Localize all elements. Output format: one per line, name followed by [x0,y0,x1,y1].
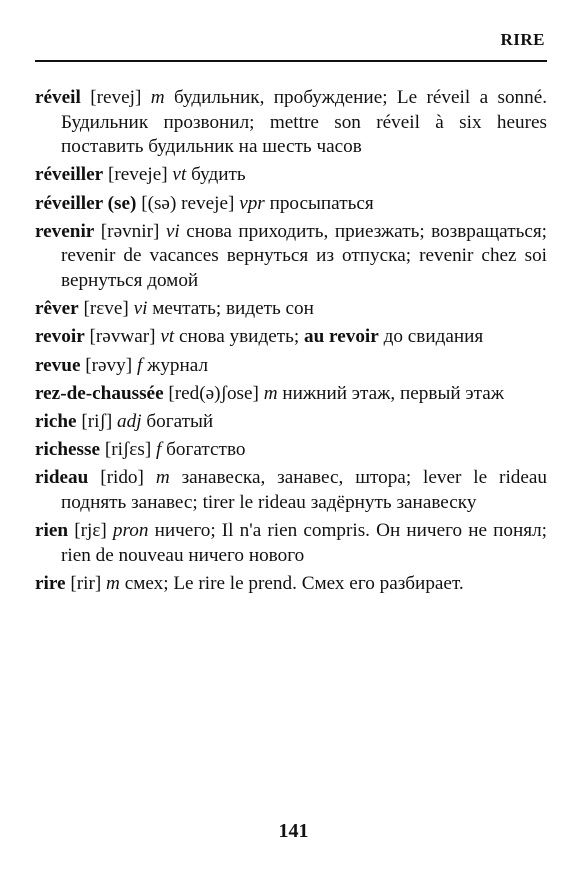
part-of-speech: m [106,572,120,594]
definition: мечтать; видеть сон [152,298,314,320]
entry-reveiller [35,163,547,188]
transcription: [rɛve] [83,298,129,320]
definition: будить [191,164,246,186]
part-of-speech: m [263,382,278,404]
running-header: RIRE [500,30,545,49]
headword: revenir [35,220,95,242]
definition: снова увидеть; [179,326,300,348]
entry-riche [35,410,547,435]
part-of-speech: f [156,439,162,461]
part-of-speech: m [150,87,165,108]
transcription: [rəvwar] [89,326,156,348]
part-of-speech: vt [172,164,187,186]
headword: rêver [35,298,79,320]
entry-revoir [35,325,547,350]
part-of-speech: adj [117,410,142,432]
headword: revue [35,354,81,376]
definition: смех; Le rire le prend. Смех его разбирает. [124,572,464,594]
page-number: 141 [278,820,309,842]
definition: богатство [166,439,246,461]
entry-rien [35,519,547,568]
transcription: [rir] [70,572,102,594]
entry-reveil [35,86,547,160]
part-of-speech: vi [133,298,148,320]
entry-reveiller-se [35,192,547,217]
entry-rez-de-chaussee [35,382,547,407]
transcription: [rəvnir] [100,220,160,242]
part-of-speech: m [155,467,170,489]
part-of-speech: vpr [239,192,265,214]
headword: revoir [35,326,85,348]
definition: просыпаться [269,192,374,214]
definition: занавеска, занавес, штора; lever le rideau поднять занавес; tirer le rideau задёрнуть занавеску [61,467,547,513]
headword: rez-de-chaussée [35,382,164,404]
transcription: [rido] [100,467,144,489]
part-of-speech: pron [112,520,149,542]
transcription: [riʃɛs] [104,439,152,461]
entry-richesse [35,438,547,463]
transcription: [rəvy] [85,354,133,376]
headword: richesse [35,439,101,461]
part-of-speech: f [136,354,143,376]
transcription: [rjɛ] [74,520,107,542]
entry-revue [35,354,547,379]
headword: rideau [35,467,89,489]
transcription: [(sə) reveje] [141,192,235,214]
headword: réveil [35,87,81,108]
headword: réveiller (se) [35,192,137,214]
entry-rever [35,297,547,322]
definition: нижний этаж, первый этаж [282,382,505,404]
headword: réveiller [35,164,104,186]
entry-revenir [35,220,547,294]
transcription: [reveje] [107,164,168,186]
definition-continued: до свидания [383,326,484,348]
entry-rire [35,572,547,597]
headword: rien [35,520,69,542]
dictionary-entries [35,86,547,600]
bold-phrase: au revoir [304,326,379,348]
headword: rire [35,572,66,594]
definition: богатый [146,410,214,432]
transcription: [revej] [90,87,142,108]
definition: журнал [147,354,209,376]
definition: будильник, пробуждение; Le réveil a sonné. Будильник прозвонил; mettre son réveil à six heures поставить будильник на шесть часов [61,87,548,158]
part-of-speech: vt [160,326,175,348]
header-rule [35,60,547,62]
entry-rideau [35,466,547,515]
transcription: [riʃ] [81,410,113,432]
transcription: [red(ə)ʃose] [168,382,259,404]
headword: riche [35,410,77,432]
definition: ничего; Il n'a rien compris. Он ничего не понял; rien de nouveau ничего нового [61,520,548,566]
definition: снова приходить, приезжать; возвращаться; revenir de vacances вернуться из отпуска; revenir chez soi вернуться домой [61,220,548,291]
part-of-speech: vi [165,220,180,242]
